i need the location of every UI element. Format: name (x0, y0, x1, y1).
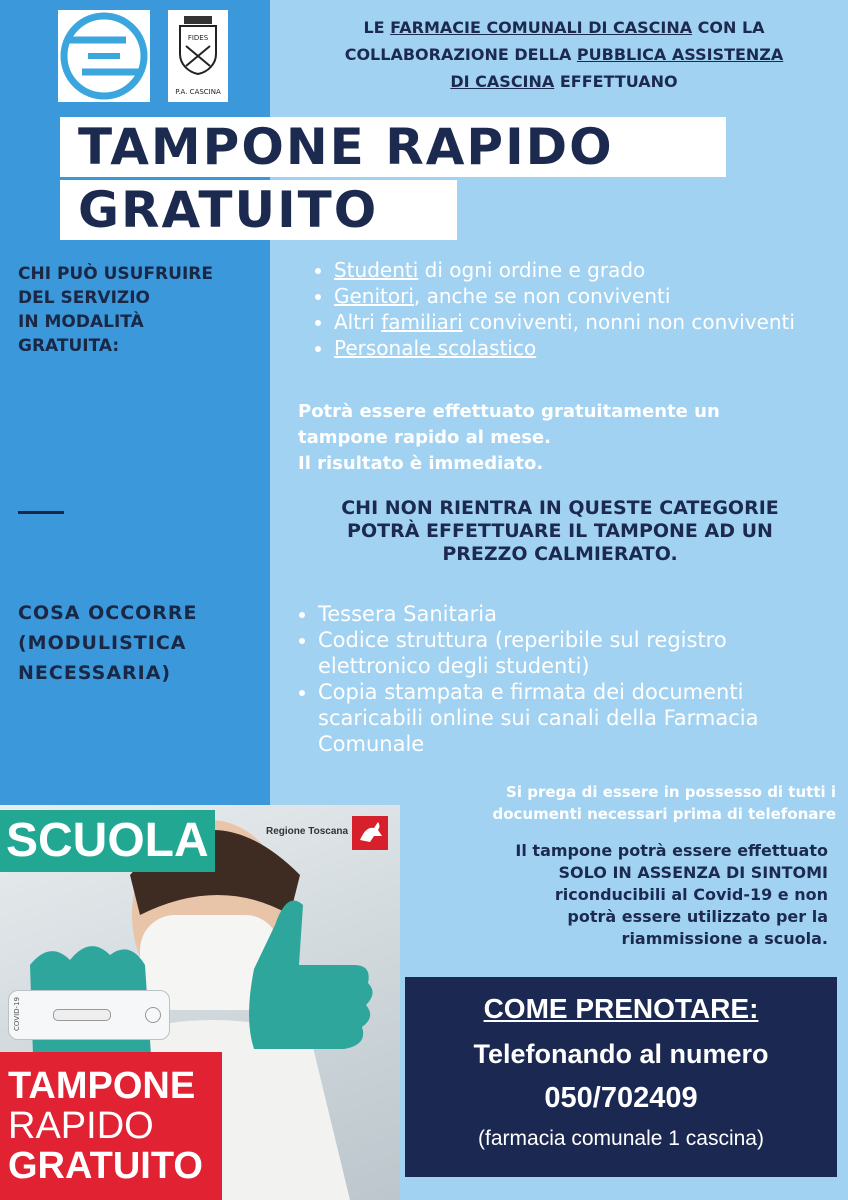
rapid-test-banner: TAMPONE RAPIDO GRATUITO (0, 1052, 222, 1200)
divider-dash (18, 511, 64, 514)
pubblica-assistenza-logo (168, 10, 228, 102)
eligibility-list (312, 257, 812, 361)
title-box-line2 (60, 180, 457, 240)
title-box-line1 (60, 117, 726, 177)
phone-number[interactable]: 050/702409 (544, 1082, 698, 1114)
requirements-label: COSA OCCORRE (MODULISTICA NECESSARIA) (18, 602, 198, 684)
header-link-cascina: DI CASCINA (450, 72, 555, 91)
booking-instruction: Telefonando al numero (473, 1039, 769, 1069)
pegasus-icon (352, 816, 388, 850)
booking-pharmacy: (farmacia comunale 1 cascina) (478, 1127, 764, 1150)
region-label: Regione Toscana (266, 826, 349, 837)
svg-text:P.A. CASCINA: P.A. CASCINA (175, 88, 221, 96)
page-title-line1: TAMPONE RAPIDO (78, 118, 614, 176)
list-item: • Altri familiari conviventi, nonni non conviventi (334, 309, 812, 335)
eligibility-label: CHI PUÒ USUFRUIRE DEL SERVIZIO IN MODALITÀ GRATUITA: (18, 264, 213, 356)
shield-crest-icon (168, 10, 228, 102)
list-item: • Tessera Sanitaria (318, 601, 826, 627)
paid-test-notice: CHI NON RIENTRA IN QUESTE CATEGORIE POTRÀ EFFETTUARE IL TAMPONE AD UN PREZZO CALMIERATO. (341, 497, 779, 565)
booking-title: COME PRENOTARE: (483, 993, 759, 1024)
header-link-pubblica: PUBBLICA ASSISTENZA (576, 45, 784, 64)
documents-notice: Si prega di essere in possesso di tutti i documenti necessari prima di telefonare (492, 783, 836, 823)
list-item: • Studenti di ogni ordine e grado (334, 257, 812, 283)
scuola-banner: SCUOLA (0, 810, 215, 872)
farmacie-logo (58, 10, 150, 102)
header-link-farmacie: FARMACIE COMUNALI DI CASCINA (390, 18, 693, 37)
svg-text:FIDES: FIDES (187, 34, 209, 42)
page-title-line2: GRATUITO (78, 181, 379, 239)
header-text: LE FARMACIE COMUNALI DI CASCINA CON LA COLLABORAZIONE DELLA PUBBLICA ASSISTENZA DI CASCINA EFFETTUANO (344, 18, 784, 91)
symptoms-warning: Il tampone potrà essere effettuato SOLO IN ASSENZA DI SINTOMI riconducibili al Covid-19 e non potrà essere utilizzato per la riammissione a scuola. (515, 841, 828, 948)
circular-s-logo-icon (58, 10, 150, 102)
requirements-list (296, 601, 826, 757)
test-cassette: COVID-19 (8, 990, 170, 1040)
list-item: • Copia stampata e firmata dei documenti scaricabili online sui canali della Farmacia Comunale (318, 679, 826, 757)
monthly-note: Potrà essere effettuato gratuitamente un tampone rapido al mese. Il risultato è immediato. (298, 401, 720, 474)
list-item: • Codice struttura (reperibile sul registro elettronico degli studenti) (318, 627, 826, 679)
list-item: • Personale scolastico (334, 335, 812, 361)
list-item: • Genitori, anche se non conviventi (334, 283, 812, 309)
booking-box (405, 977, 837, 1177)
